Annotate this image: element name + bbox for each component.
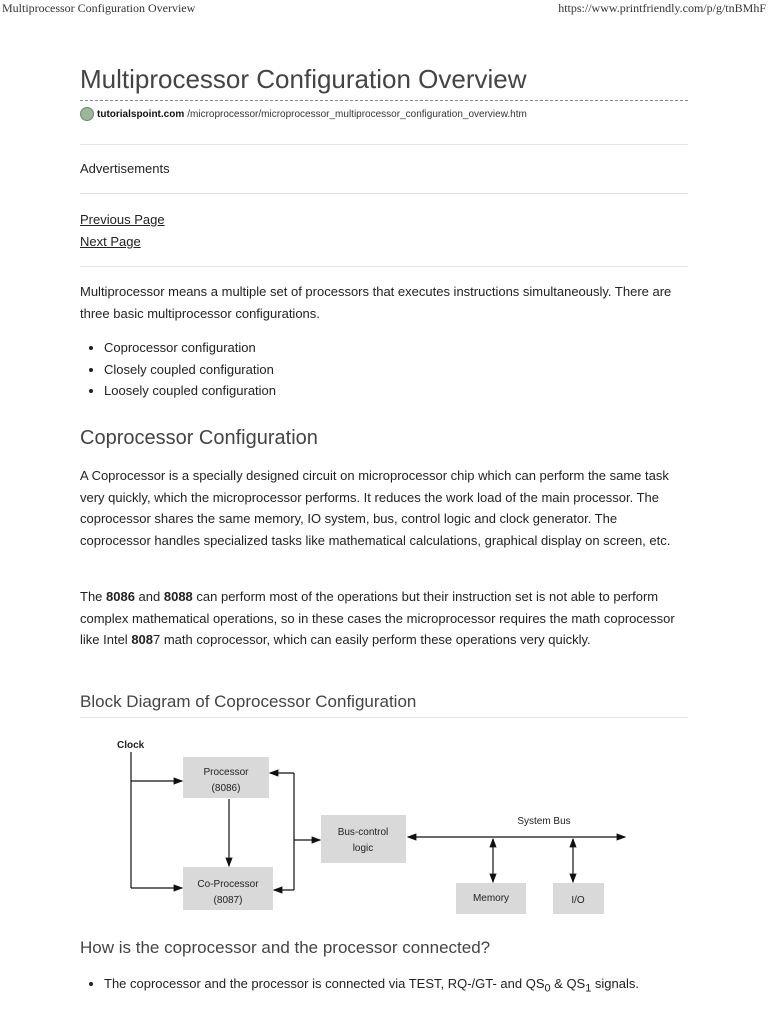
block-diagram-heading: Block Diagram of Coprocessor Configuration [80,692,417,711]
svg-text:I/O: I/O [571,895,585,906]
svg-text:Memory: Memory [472,893,510,904]
section-heading-coprocessor: Coprocessor Configuration [80,427,318,449]
connection-heading: How is the coprocessor and the processor connected? [80,938,491,957]
svg-text:(8087): (8087) [213,895,243,906]
clock-label: Clock [117,740,145,751]
list-item: • Closely coupled configuration [104,359,276,381]
source-site: tutorialspoint.com [97,108,185,120]
system-bus-label: System Bus [517,816,571,827]
processor-box [183,757,269,798]
list-item: • Loosely coupled configuration [104,380,276,402]
list-item: • Coprocessor configuration [104,337,276,359]
svg-text:(8086): (8086) [211,783,241,794]
svg-text:Bus-control: Bus-control [337,827,389,838]
svg-text:logic: logic [352,843,374,854]
previous-page-link[interactable]: Previous Page [80,212,165,227]
svg-text:Processor: Processor [203,767,249,778]
list-item: • The coprocessor and the processor is connected via TEST, RQ-/GT- and $QS_0$ & $QS_1$ signals. [104,973,639,1000]
intro-paragraph: Multiprocessor means a multiple set of processors that executes instructions simultaneously. There are three basic multiprocessor configurations. [80,284,672,321]
advertisements-label: Advertisements [80,161,170,176]
memory-box [456,883,526,914]
page-title: Multiprocessor Configuration Overview [80,64,527,94]
coprocessor-box [183,867,273,910]
io-box [553,883,604,914]
print-header-title: Multiprocessor Configuration Overview [2,1,196,15]
coprocessor-paragraph: A Coprocessor is a specially designed circuit on microprocessor chip which can perform the same task very quickly, which the microprocessor performs. It reduces the work load of the main processor. The coprocessor shares the same memory, IO system, bus, control logic and clock generator. The coprocessor handles specialized tasks like mathematical calculations, graphical display on screen, etc. [80,468,671,548]
bus-control-box [321,815,406,863]
print-header-url: https://www.printfriendly.com/p/g/tnBMhF [558,1,766,15]
source-path: /microprocessor/microprocessor_multiprocessor_configuration_overview.htm [187,108,527,120]
svg-text:Co-Processor: Co-Processor [197,879,259,890]
next-page-link[interactable]: Next Page [80,233,141,249]
8086-paragraph: The 8086 and 8088 can perform most of the operations but their instruction set is not able to perform complex mathematical operations, so in these cases the microprocessor requires the math coprocessor like Intel 8087 math coprocessor, which can easily perform these operations very quickly. [80,589,675,647]
